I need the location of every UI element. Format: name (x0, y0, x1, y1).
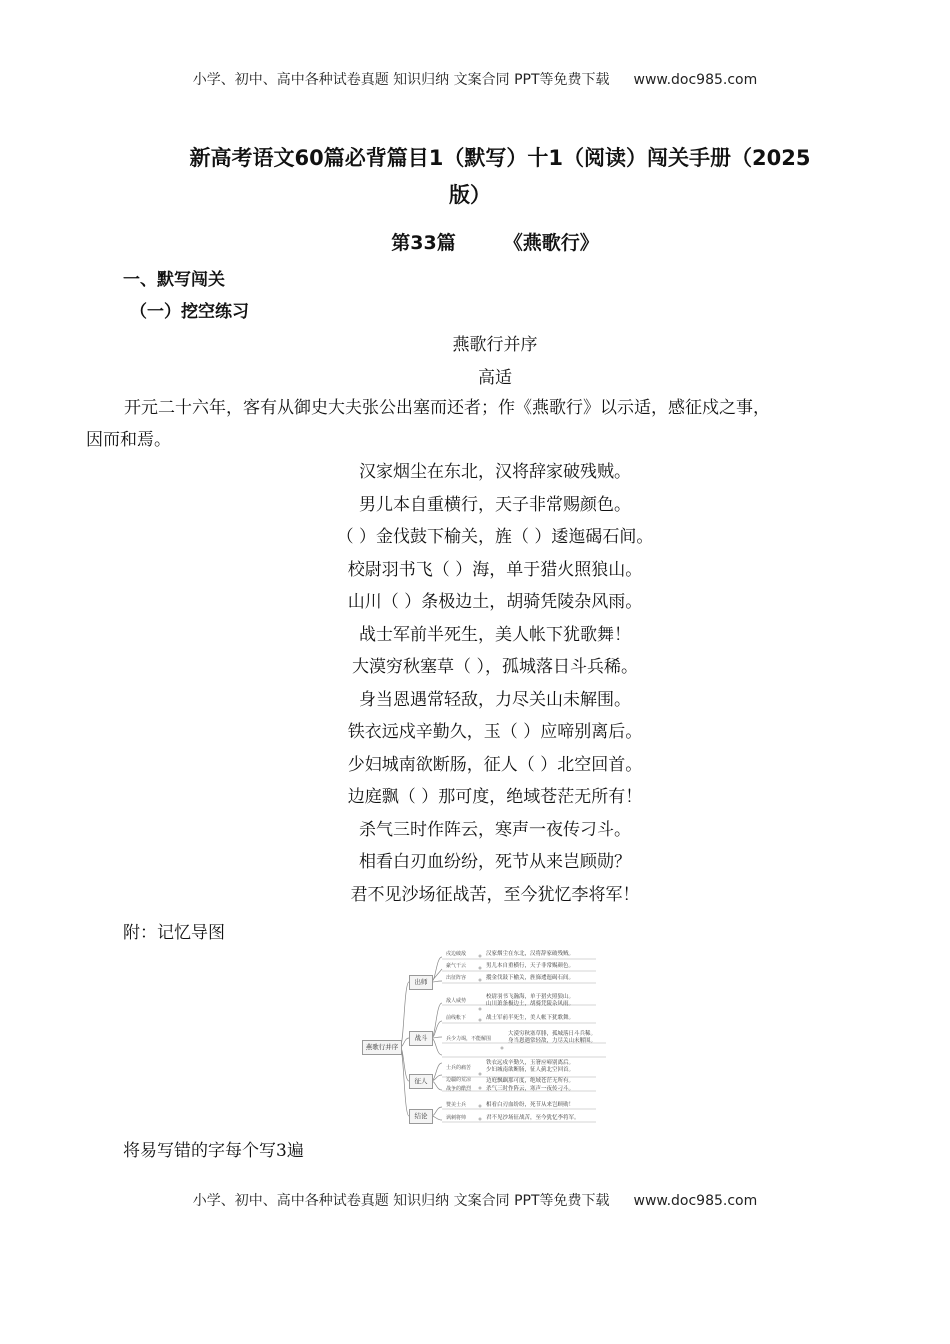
poem-line-with-blanks: 边庭飘（ ）那可度，绝域苍茫无所有！ (347, 787, 643, 807)
mind-map-topic: 讽刺将帅 (446, 1115, 467, 1121)
poem-line: 杀气三时作阵云，寒声一夜传刁斗。 (359, 819, 631, 840)
preface-line2: 因而和焉。 (86, 430, 171, 450)
mind-map-branch: 出师 (409, 975, 433, 990)
page-header (0, 69, 950, 89)
mind-map-topic: 敌人威势 (446, 998, 467, 1004)
poem-line: 男儿本自重横行，天子非常赐颜色。 (359, 494, 631, 515)
mind-map-topic: 豪气干云 (446, 963, 467, 969)
mind-map-branch: 征人 (409, 1074, 433, 1089)
document-title-line2: 版） (449, 183, 491, 207)
memory-mind-map (356, 945, 606, 1129)
poem-preface (86, 392, 856, 456)
mind-map-topic: 出征阵容 (446, 975, 467, 981)
writing-instruction: 将易写错的字每个写3遍 (123, 1141, 304, 1161)
mind-map-topic: 战争的酷烈 (446, 1086, 472, 1092)
poem-line: 战士军前半死生，美人帐下犹歌舞！ (359, 624, 631, 645)
poem-line: 相看白刃血纷纷，死节从来岂顾勋？ (359, 852, 631, 872)
preface-line1: 开元二十六年，客有从御史大夫张公出塞而还者；作《燕歌行》以示适，感征戍之事， (124, 398, 770, 418)
mind-map-verse: 相看白刃血纷纷，死节从来岂顾勋！ (486, 1102, 575, 1108)
mind-map-topic: 边疆的荒凉 (446, 1077, 472, 1083)
mind-map-topic: 戍边破敌 (446, 951, 467, 957)
mind-map-verse: 校尉羽书飞瀚海，单于猎火照狼山。 (486, 994, 575, 1000)
mind-map-verse: 男儿本自重横行，天子非常赐颜色。 (486, 963, 575, 969)
mind-map-verse: 边庭飘飖那可度，绝域苍茫无所有。 (486, 1078, 575, 1084)
mind-map-topic: 前线帐下 (446, 1015, 467, 1021)
mind-map-verse: 君不见沙场征战苦，至今犹忆李将军。 (486, 1115, 580, 1121)
poem-line: 身当恩遇常轻敌，力尽关山未解围。 (359, 689, 631, 710)
mind-map-verse: 身当恩遇常轻敌，力尽关山未解围。 (508, 1038, 597, 1044)
poem-body (0, 456, 950, 911)
poem-title: 燕歌行并序 (452, 335, 538, 355)
page-footer (0, 1190, 950, 1210)
poem-line: 汉家烟尘在东北，汉将辞家破残贼。 (359, 462, 631, 482)
poem-line-with-blanks: 铁衣远戍辛勤久，玉（ ）应啼别离后。 (347, 722, 643, 742)
header-text: 小学、初中、高中各种试卷真题 知识归纳 文案合同 PPT等免费下载 (192, 72, 610, 88)
mind-map-verse: 铁衣远戍辛勤久，玉箸应啼别离后。 (486, 1060, 575, 1066)
footer-site-link[interactable]: www.doc985.com (633, 1193, 758, 1209)
mind-map-verse: 大漠穷秋塞草腓，孤城落日斗兵稀。 (508, 1031, 597, 1037)
poem-line-with-blanks: 山川（ ）条极边土，胡骑凭陵杂风雨。 (347, 592, 643, 612)
header-site-link[interactable]: www.doc985.com (633, 72, 758, 88)
mind-map-topic: 士兵的痛苦 (446, 1065, 472, 1071)
section-heading: 一、默写闯关 (123, 270, 225, 290)
poem-line: 君不见沙场征战苦，至今犹忆李将军！ (350, 884, 640, 905)
mind-map-branch: 战斗 (409, 1031, 433, 1046)
poem-line-with-blanks: 大漠穷秋塞草（ ），孤城落日斗兵稀。 (352, 657, 638, 677)
lesson-subtitle (0, 228, 950, 255)
lesson-number: 第33篇 (391, 232, 456, 254)
poem-author: 高适 (478, 368, 512, 388)
mind-map-topic: 兵少力竭，不能解围 (446, 1036, 492, 1042)
mind-map-verse: 山川萧条极边土，胡骑凭陵杂风雨。 (486, 1001, 575, 1007)
mind-map-root: 燕歌行并序 (362, 1040, 402, 1055)
poem-line-with-blanks: （ ）金伐鼓下榆关，旌（ ）逶迤碣石间。 (336, 527, 654, 547)
footer-text: 小学、初中、高中各种试卷真题 知识归纳 文案合同 PPT等免费下载 (192, 1193, 610, 1209)
lesson-name: 《燕歌行》 (503, 232, 599, 254)
poem-line-with-blanks: 少妇城南欲断肠，征人（ ）北空回首。 (347, 754, 643, 775)
mind-map-topic: 赞美士兵 (446, 1102, 467, 1108)
mind-map-verse: 摐金伐鼓下榆关，旌旆逶迤碣石间。 (486, 975, 575, 981)
mind-map-verse: 汉家烟尘在东北，汉将辞家破残贼。 (486, 951, 575, 957)
poem-line-with-blanks: 校尉羽书飞（ ）海，单于猎火照狼山。 (347, 559, 643, 580)
subsection-heading: （一）挖空练习 (130, 302, 249, 322)
mind-map-verse: 少妇城南欲断肠，征人蓟北空回首。 (486, 1067, 575, 1073)
appendix-label: 附：记忆导图 (123, 923, 225, 943)
mind-map-verse: 杀气三时作阵云，寒声一夜传刁斗。 (486, 1086, 575, 1092)
mind-map-branch: 结论 (409, 1109, 433, 1124)
document-title-line1: 新高考语文60篇必背篇目1（默写）十1（阅读）闯关手册（2025 (189, 146, 811, 170)
mind-map-verse: 战士军前半死生，美人帐下犹歌舞。 (486, 1015, 575, 1021)
